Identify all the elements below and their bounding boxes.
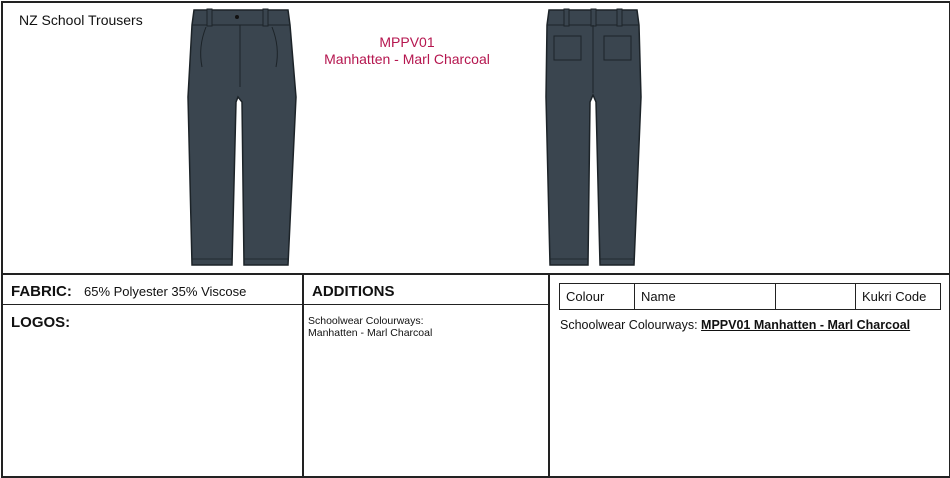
fabric-label: FABRIC: (11, 283, 72, 300)
schoolwear-label: Schoolwear Colourways: (560, 318, 698, 332)
additions-label: ADDITIONS (312, 283, 395, 300)
logos-label: LOGOS: (11, 314, 71, 331)
style-code-label (312, 34, 502, 68)
page-title: NZ School Trousers (19, 12, 143, 28)
fabric-divider (1, 304, 548, 305)
trousers-back-icon (544, 7, 644, 269)
style-name: Manhatten - Marl Charcoal (324, 51, 490, 67)
header-blank (776, 284, 856, 310)
schoolwear-colourways (560, 318, 910, 332)
additions-line-1: Schoolwear Colourways: (308, 315, 424, 327)
colourways-table (559, 283, 941, 310)
trousers-front-icon (184, 7, 304, 269)
schoolwear-value: MPPV01 Manhatten - Marl Charcoal (701, 318, 911, 332)
header-name: Name (635, 284, 776, 310)
column-divider-2 (548, 274, 550, 476)
header-kukri-code: Kukri Code (856, 284, 941, 310)
header-colour: Colour (560, 284, 635, 310)
spec-sheet-frame (1, 1, 950, 478)
table-row (560, 284, 941, 310)
column-divider-1 (302, 274, 304, 476)
fabric-value: 65% Polyester 35% Viscose (84, 284, 247, 299)
section-divider (1, 273, 949, 275)
style-code: MPPV01 (379, 34, 435, 50)
additions-line-2: Manhatten - Marl Charcoal (308, 327, 433, 339)
